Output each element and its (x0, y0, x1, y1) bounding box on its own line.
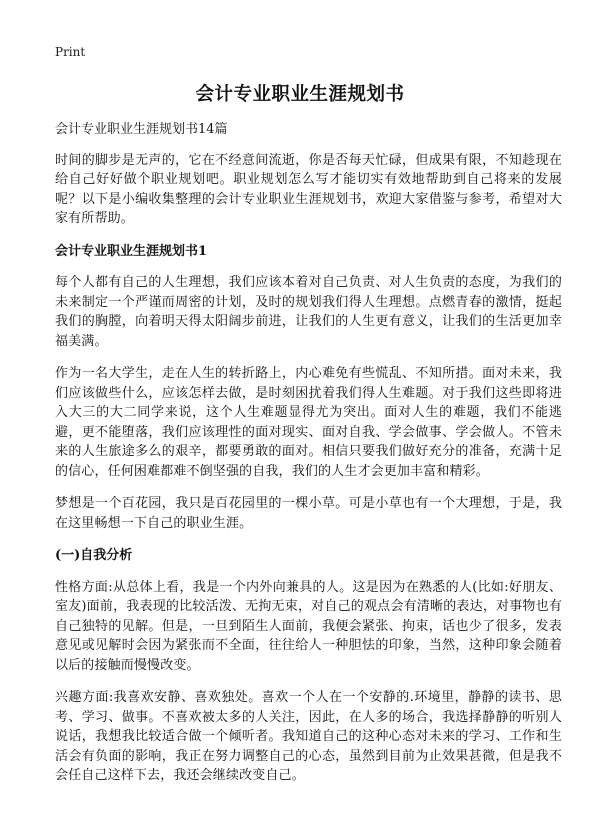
interest-paragraph: 兴趣方面:我喜欢安静、喜欢独处。喜欢一个人在一个安静的.环境里，静静的读书、思考、学习、做事。不喜欢被太多的人关注，因此，在人多的场合，我选择静静的听别人说话，我想我比较适合做一个倾听者。我知道自己的这种心态对未来的学习、工作和生活会有负面的影响，我正在努力调整自己的心态，虽然到目前为止效果甚微，但是我不会任自己这样下去，我还会继续改变自己。 (55, 690, 562, 783)
page-title: 会计专业职业生涯规划书 (195, 84, 405, 105)
section1-paragraph-1: 每个人都有自己的人生理想，我们应该本着对自己负责、对人生负责的态度，为我们的未来制定一个严谨而周密的计划，及时的规划我们得人生理想。点燃青春的激情，挺起我们的胸膛，向着明天得太阳阔步前进，让我们的人生更有意义，让我们的生活更加幸福美满。 (55, 275, 562, 349)
personality-paragraph: 性格方面:从总体上看，我是一个内外向兼具的人。这是因为在熟悉的人(比如:好朋友、室友)面前，我表现的比较活泼、无拘无束，对自己的观点会有清晰的表达，对事物也有自己独特的见解。但是，一旦到陌生人面前，我便会紧张、拘束，话也少了很多，发表意见或见解时会因为紧张而不全面，往往给人一种胆怯的印象，当然，这种印象会随着以后的接触而慢慢改变。 (55, 579, 562, 673)
section-heading-1: 会计专业职业生涯规划书1 (55, 243, 208, 259)
section1-paragraph-3: 梦想是一个百花园，我只是百花园里的一棵小草。可是小草也有一个大理想，于是，我在这里畅想一下自己的职业生涯。 (55, 496, 562, 531)
section-heading-self-analysis: (一)自我分析 (55, 548, 133, 563)
document-subtitle: 会计专业职业生涯规划书14篇 (55, 122, 228, 137)
print-link[interactable]: Print (55, 45, 86, 59)
document-body (55, 120, 562, 799)
section1-paragraph-2: 作为一名大学生，走在人生的转折路上，内心难免有些慌乱、不知所措。面对未来，我们应该做些什么，应该怎样去做，是时刻困扰着我们得人生难题。对于我们这些即将进入大三的大二同学来说，这个人生难题显得尤为突出。面对人生的难题，我们不能逃避，更不能堕落，我们应该理性的面对现实、面对自我、学会做事、学会做人。不管未来的人生旅途多么的艰辛，都要勇敢的面对。相信只要我们做好充分的准备，充满十足的信心，任何困难都难不倒坚强的自我，我们的人生才会更加丰富和精彩。 (55, 366, 562, 479)
intro-paragraph: 时间的脚步是无声的，它在不经意间流逝，你是否每天忙碌，但成果有限，不知趁现在给自己好好做个职业规划吧。职业规划怎么写才能切实有效地帮助到自己将来的发展呢？以下是小编收集整理的会计专业职业生涯规划书，欢迎大家借鉴与参考，希望对大家有所帮助。 (55, 152, 562, 226)
